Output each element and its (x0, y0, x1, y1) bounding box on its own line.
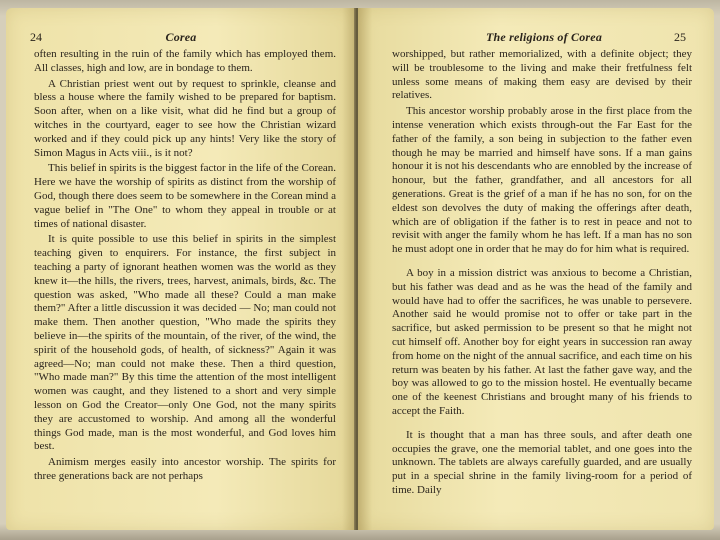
running-head: The religions of Corea (485, 30, 603, 44)
left-page (6, 8, 356, 530)
paragraph: often resulting in the ruin of the family which has employed them. All classes, high and low, are in bondage to them. (34, 48, 336, 74)
left-page-body (34, 48, 336, 484)
page-number: 25 (674, 30, 686, 44)
paragraph: This belief in spirits is the biggest factor in the life of the Corean. Here we have the worship of spirits as distinct from the worship of God, though there does seem to be somewhere in the Corean mind a vague belief in "The One" to whom they appeal in trouble or at times of national disaster. (34, 162, 336, 230)
page-number: 24 (30, 30, 42, 44)
right-page (358, 8, 714, 530)
paragraph: It is thought that a man has three souls, and after death one occupies the grave, one the memorial tablet, and one goes into the unknown. The tablets are always carefully guarded, and are usually put in a special shrine in the family living-room for a period of time. Daily (392, 428, 692, 496)
paragraph: worshipped, but rather memorialized, with a definite object; they will be troublesome to the living and make their fretfulness felt unless some means of making them easy are devised by their relatives. (392, 48, 692, 102)
right-page-body (392, 48, 692, 498)
paragraph: A Christian priest went out by request to sprinkle, cleanse and bless a house where the family wished to be prepared for baptism. Soon after, when on a like visit, what did he find but a group of witches in the courtyard, eager to see how the Christian wizard worked and if they could pick up any hints! Very like the story of Simon Magus in Acts viii., is it not? (34, 77, 336, 159)
left-page-header (24, 30, 338, 48)
paragraph: Animism merges easily into ancestor worship. The spirits for three generations back are not perhaps (34, 456, 336, 482)
paragraph: A boy in a mission district was anxious to become a Christian, but his father was dead and as he was the head of the family and would have had to offer the sacrifices, he was unable to persevere. Another said he would promise not to offer or take part in the sacrifice, but asked permission to be present so that he might not cut himself off. Another boy for eight years in succession ran away from home on the night of the annual sacrifice, and each time on his return was beaten by his father. At last the father gave way, and the boy was allowed to go to the mission hostel. He eventually became one of the keenest Christians and brought many of his friends to accept the Faith. (392, 266, 692, 417)
running-head: Corea (165, 30, 197, 44)
paragraph: This ancestor worship probably arose in the first place from the intense veneration which exists through-out the Far East for the father of the family, a son being in subjection to the father even though he may be married and himself have sons. If a man gains honour it is not his descendants who are ennobled by the increase of honour, but the father, grandfather, and all ancestors for all generations. Great is the grief of a man if he has no son, for on the eldest son devolves the duty of making the offerings after death, which are of obligation if the father is to rest in peace and not to revisit with anger the family whom he has left. If a man has no son he must adopt one in order that he may do for him what is required. (392, 105, 692, 256)
right-page-header (376, 30, 696, 48)
paragraph: It is quite possible to use this belief in spirits in the simplest teaching given to enquirers. For instance, the first subject in teaching a party of ignorant heathen women was the world as they knew it—the hills, the rivers, trees, harvest, animals, birds, &c. The question was asked, "Who made all these? Could a man make them?" After a little discussion it was decided — No; man could not make them. Then another question, "Who made the spirits they believe in—the spirits of the mountain, of the river, of the wind, the spirit of the household gods, of health, of sickness?" Again it was agreed—No; man could not make these. Then a third question, "Who made man?" By this time the attention of the most intelligent women was caught, and they listened to a short and very simple lesson on God the Creator—only One God, not the many spirits they are accustomed to worship. And among all the wonderful things God made, man is the most wonderful, and God loves him best. (34, 233, 336, 453)
